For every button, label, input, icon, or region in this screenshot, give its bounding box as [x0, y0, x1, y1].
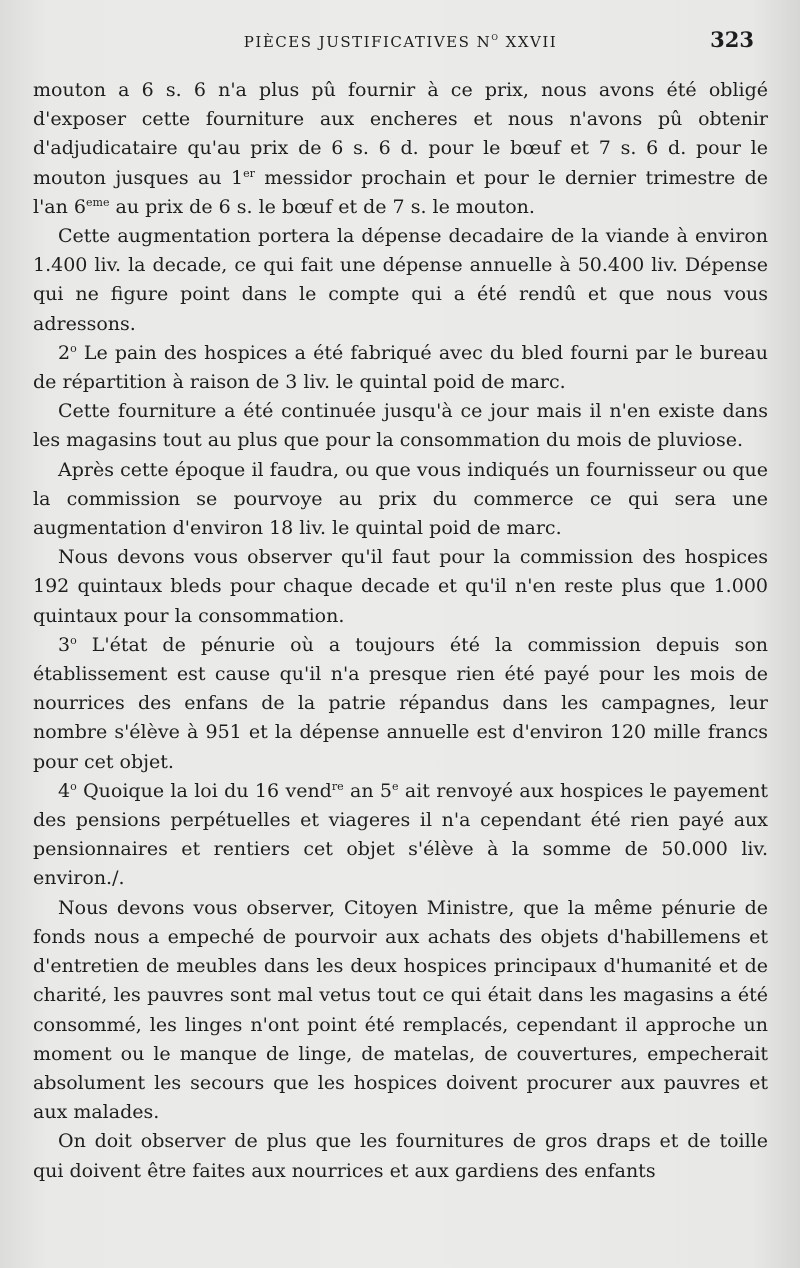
- paragraph-truncated: On doit observer de plus que les fournitures de gros draps et de toille qui doivent être faites aux nourrices et aux gardiens des enfants: [33, 1130, 768, 1182]
- text-fragment: au prix de 6 s. le bœuf et de 7 s. le mouton.: [109, 195, 535, 218]
- item-number: 2: [58, 341, 71, 364]
- text-fragment: mouton a 6 s. 6 n'a plus pû fournir à ce prix, nous avons été obligé d'exposer cette fourniture aux encheres et nous n'avons pû obtenir d'adjudicataire qu'au prix de 6 s. 6 d. pour le bœuf et 7 s. 6 d. pour le mouton jusques au 1: [33, 79, 768, 189]
- item-number: 4: [58, 779, 71, 802]
- text-fragment: ait renvoyé aux hospices le payement des pensions perpétuelles et viageres il n'a cependant été rien payé aux pensionnaires et rentiers cet objet s'élève à la somme de 50.000 liv. environ./.: [33, 779, 768, 890]
- superscript: o: [70, 341, 77, 355]
- superscript: o: [70, 779, 77, 793]
- paragraph-continued: [33, 76, 768, 222]
- body-text: [33, 76, 768, 1186]
- text-fragment: messidor prochain et pour le dernier trimestre de l'an 6: [33, 166, 768, 218]
- page-number: 323: [710, 27, 754, 52]
- text-fragment: L'état de pénurie où a toujours été la commission depuis son établissement est cause qu'il n'a presque rien été payé pour les mois de nourrices des enfans de la patrie répandus dans les campagnes, leur nombre s'élève à 951 et la dépense annuelle est d'environ 120 mille francs pour cet objet.: [33, 633, 768, 773]
- paragraph-item-4: [33, 777, 768, 894]
- paragraph-item-3: [33, 631, 768, 777]
- paragraph-item-2: [33, 339, 768, 397]
- paragraph: Nous devons vous observer qu'il faut pour la commission des hospices 192 quintaux bleds pour chaque decade et qu'il n'en reste plus que 1.000 quintaux pour la consommation.: [33, 546, 768, 627]
- running-head-superscript: o: [491, 30, 500, 43]
- superscript: e: [392, 779, 399, 793]
- page-header: [33, 0, 768, 56]
- text-fragment: an 5: [343, 779, 393, 802]
- running-head: [33, 30, 768, 51]
- running-head-text: PIÈCES JUSTIFICATIVES N: [243, 33, 492, 51]
- text-fragment: Le pain des hospices a été fabriqué avec du bled fourni par le bureau de répartition à raison de 3 liv. le quintal poid de marc.: [33, 341, 768, 394]
- superscript: eme: [86, 195, 110, 209]
- paragraph: Cette fourniture a été continuée jusqu'à ce jour mais il n'en existe dans les magasins tout au plus que pour la consommation du mois de pluviose.: [33, 400, 768, 452]
- paragraph: Nous devons vous observer, Citoyen Ministre, que la même pénurie de fonds nous a empeché de pourvoir aux achats des objets d'habillemens et d'entretien de meubles dans les deux hospices principaux d'humanité et de charité, les pauvres sont mal vetus tout ce qui était dans les magasins a été consommé, les linges n'ont point été remplacés, cependant il approche un moment ou le manque de linge, de matelas, de couvertures, empecherait absolument les secours que les hospices doivent procurer aux pauvres et aux malades.: [33, 896, 768, 1124]
- superscript: re: [331, 779, 344, 793]
- paragraph: Cette augmentation portera la dépense decadaire de la viande à environ 1.400 liv. la decade, ce qui fait une dépense annuelle à 50.400 liv. Dépense qui ne figure point dans le compte qui a été rendû et que nous vous adressons.: [33, 225, 768, 335]
- text-fragment: Quoique la loi du 16 vend: [76, 779, 332, 802]
- item-number: 3: [58, 633, 71, 656]
- superscript: o: [70, 633, 77, 647]
- superscript: er: [243, 166, 255, 180]
- paragraph: Après cette époque il faudra, ou que vous indiqués un fournisseur ou que la commission se pourvoye au prix du commerce ce qui sera une augmentation d'environ 18 liv. le quintal poid de marc.: [33, 458, 768, 540]
- running-head-number: XXVII: [499, 33, 558, 51]
